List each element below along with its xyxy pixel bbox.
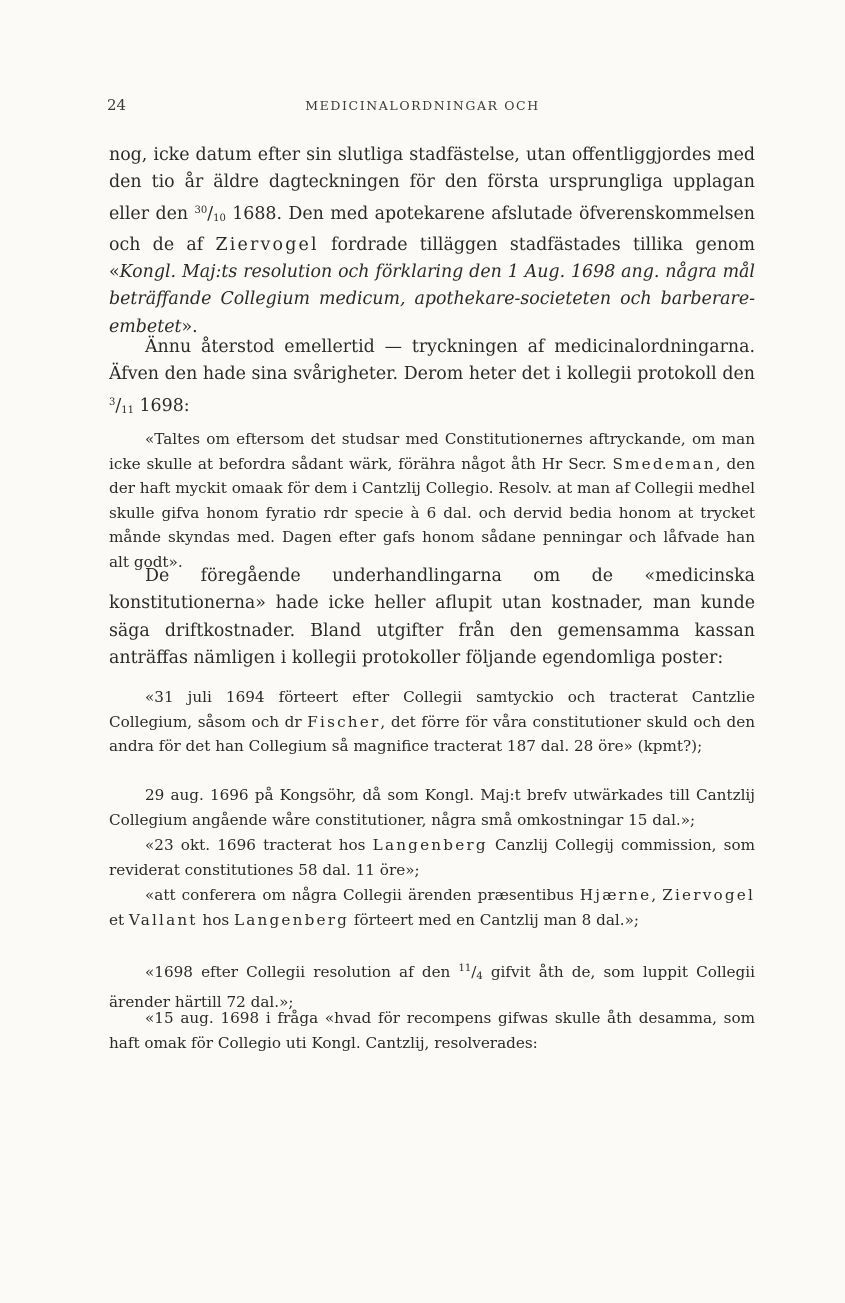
person-name: Hjærne bbox=[579, 886, 652, 904]
running-head: MEDICINALORDNINGAR OCH bbox=[305, 98, 540, 113]
quoted-entry: «att conferera om några Collegii ärenden præsentibus Hjærne, Ziervogel et Vallant hos Langenberg förteert med en Cantzlij man 8 dal.»; bbox=[109, 886, 755, 929]
quoted-paragraph: «Taltes om eftersom det studsar med Constitutionernes aftryckande, om man icke skulle at befordra sådant wärk, förähra något åth Hr Secr. Smedeman, den der haft myckit omaak för dem i Cantzlij Collegio. Resolv. at man af Collegii medhel skulle gifva honom fyratio rdr specie à 6 dal. och dervid bedia honom at trycket månde skyndas med. Dagen efter gafs honom sådane penningar och låfvade han alt godt». bbox=[109, 430, 755, 571]
paragraph: De föregående underhandlingarna om de «medicinska konstitutionerna» hade icke heller aflupit utan kostnader, man kunde säga driftkostnader. Bland utgifter från den gemensamma kassan anträffas nämligen i kollegii protokoller följande egendomliga poster: bbox=[109, 566, 755, 668]
quoted-entry: «15 aug. 1698 i fråga «hvad för recompens gifwas skulle åth desamma, som haft omak för Collegio uti Kongl. Cantzlij, resolverades: bbox=[109, 1009, 755, 1052]
date-fraction: $^{11}/_4$ bbox=[458, 963, 483, 982]
person-name: Langenberg bbox=[233, 910, 350, 929]
person-name: Langenberg bbox=[372, 836, 488, 854]
paragraph: nog, icke datum efter sin slutliga stadfästelse, utan offentliggjordes med den tio år äldre dagteckningen för den första ursprungliga upplagan eller den $^{30}/_{10}$ 1688. Den med apotekarene afslutade öfverenskommelsen och de af Ziervogel fordrade tilläggen stadfästades tillika genom «Kongl. Maj:ts resolution och förklaring den 1 Aug. 1698 ang. några mål beträffande Collegium medicum, apothekare-societeten och barberare-embetet». bbox=[109, 145, 755, 337]
page-header bbox=[0, 96, 845, 122]
person-name: Fischer bbox=[307, 712, 381, 731]
page-number: 24 bbox=[107, 96, 127, 114]
person-name: Vallant bbox=[128, 910, 198, 929]
page-body bbox=[109, 142, 755, 1056]
quoted-entry: «23 okt. 1696 tracterat hos Langenberg Canzlij Collegij commission, som reviderat constitutiones 58 dal. 11 öre»; bbox=[109, 836, 756, 879]
person-name: Smedeman bbox=[612, 454, 716, 473]
quoted-entry: «1698 efter Collegii resolution af den $^{11}/_4$ gifvit åth de, som luppit Collegii ärender härtill 72 dal.»; bbox=[109, 963, 755, 1011]
date-fraction: $^3/_{11}$ bbox=[109, 395, 134, 416]
italic-citation: Kongl. Maj:ts resolution och förklaring den 1 Aug. 1698 ang. några mål beträffande Collegium medicum, apothekare-societeten och barberare-embetet bbox=[109, 262, 755, 337]
date-fraction: $^{30}/_{10}$ bbox=[194, 203, 226, 224]
person-name: Ziervogel bbox=[215, 234, 319, 255]
paragraph: Ännu återstod emellertid — tryckningen af medicinalordningarna. Äfven den hade sina svårigheter. Derom heter det i kollegii protokoll den $^3/_{11}$ 1698: bbox=[109, 337, 755, 416]
quoted-entry: «31 juli 1694 förteert efter Collegii samtyckio och tracterat Cantzlie Collegium, såsom och dr Fischer, det förre för våra constitutioner skuld och den andra för det han Collegium så magnifice tracterat 187 dal. 28 öre» (kpmt?); bbox=[109, 688, 756, 756]
quoted-entry: 29 aug. 1696 på Kongsöhr, då som Kongl. Maj:t brefv utwärkades till Cantzlij Collegium angående wåre constitutioner, några små omkostningar 15 dal.»; bbox=[109, 786, 755, 829]
person-name: Ziervogel bbox=[662, 886, 755, 904]
